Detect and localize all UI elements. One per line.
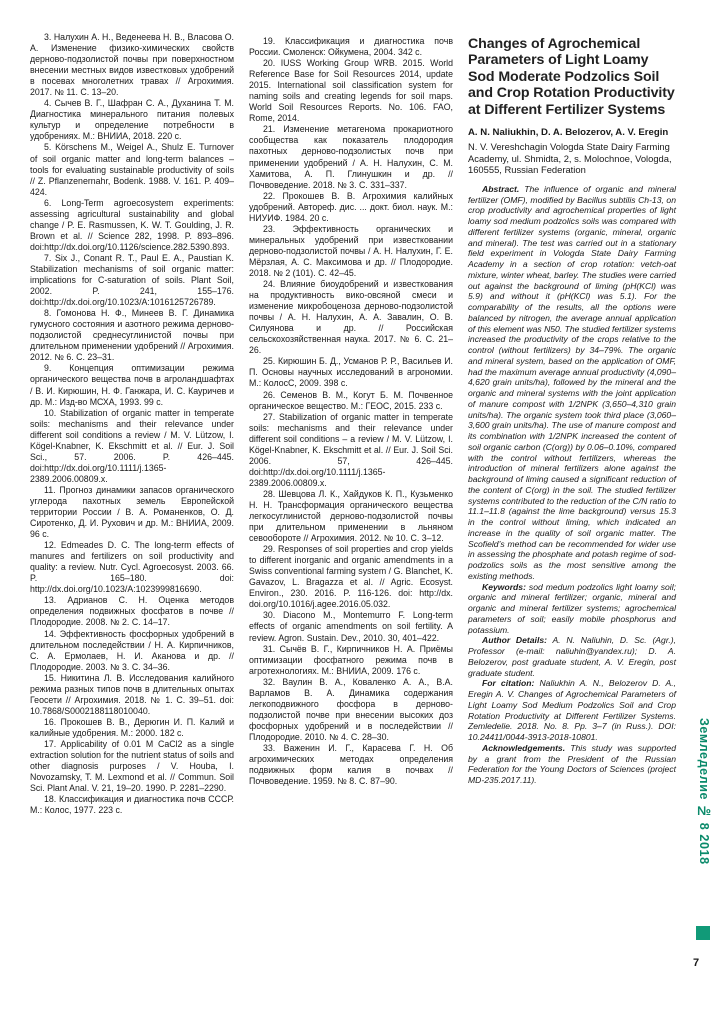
reference-item: 13. Адрианов С. Н. Оценка методов определения подвижных фосфатов в почве // Плодородие. 2008. № 2. С. 14–17. bbox=[30, 595, 234, 628]
reference-item: 6. Long-Term agroecosystem experiments: assessing agricultural sustainability and global change / P. E. Rasmussen, K. W. T. Goulding, J. R. Brown et al. // Science 282, 1998. P. 893–896. doi:http://dx.doi.org/10.1126/science.282.5390.893. bbox=[30, 197, 234, 252]
citation-text: Naliukhin A. N., Belozerov D. A., Eregin A. V. Changes of Agrochemical Parameters of Light Loamy Sod Medium Podzolics Soil and Crop Rotation Productivity at Different Fertilizer Systems. Zemledelie. 2018. No. 8. Pp. 3–7 (in Russ.). DOI: 10.24411/0044-3913-2018-10801. bbox=[468, 678, 676, 743]
reference-item: 20. IUSS Working Group WRB. 2015. World Reference Base for Soil Resources 2014, update 2015. International soil classification system for naming soils and creating legends for soil maps. World Soil Resources Reports. No. 106. FAO, Rome, 2014. bbox=[249, 58, 453, 124]
reference-item: 26. Семенов В. М., Когут Б. М. Почвенное органическое вещество. М.: ГЕОС, 2015. 233 с. bbox=[249, 389, 453, 411]
reference-item: 29. Responses of soil properties and crop yields to different inorganic and organic amendments in a Swiss conventional farming system / G. Blanchet, K. Gavazov, L. Bragazza et al. // Agric. Ecosyst. Environ., 230. 2016. P. 116-126. doi: http://dx. doi.org/10.1016/j.agee.2016.05.032. bbox=[249, 544, 453, 610]
reference-item: 23. Эффективность органических и минеральных удобрений при известковании дерново-подзолистой почвы / А. Н. Налухин, Г. Е. Мёрзлая, А. С. Максимова и др. // Плодородие. 2018. № 2 (101). С. 42–45. bbox=[249, 223, 453, 278]
reference-item: 5. Körschens M., Weigel A., Shulz E. Turnover of soil organic matter and long-term balances – tools for evaluating sustainable productivity of soils // Z. Pflanzenernahr, Bodenk. 1988. V. 161. P. 409–424. bbox=[30, 142, 234, 197]
abstract-text: The influence of organic and mineral fertilizer (OMF), modified by Bacillus subtilis Ch-13, on crop productivity and agrochemical properties of light loamy sod medium podzolics soils was compared with different fertilizer systems (organic, mineral, organic and mineral). The test was carried out in a stationary field experiment in Vologda State Dairy Farming Academy in a section of crop rotation: vetch-oat mixture, winter wheat, barley. The studies were carried out against the background of liming (pH(KCl) was 5.9) and without it (pH(KCl) was 5.1). For the comparability of the results, all the options were balanced by nitrogen, the average annual application of this element was N50. The studied fertilizer systems increased the productivity of the crops relative to the control (without fertilizers) by 34–79%. The organic and mineral system, based on the application of OMF, had the maximum average annual productivity (4,090–4,620 grain units/ha), followed by the mineral and the organic and mineral systems with the joint application of manure compost with 1/2NPK (3,650–4,310 grain units/ha). The organic system took third place (3,060–3,600 grain units/ha). The use of manure compost and its combination with 1/2NPK increased the content of soil organic carbon (C(org)) by 0.06–0.10%, compared with the control without fertilizers, whereas the introduction of mineral fertilizers alone against the background of liming caused a significant reduction of the content of C(org) in the soil. The studied fertilizer systems contributed to the reduction of the C/N ratio to 11.1–11.8 (against the lime background) versus 15.3 in the control without liming, which indicated an increase in the quality of soil organic matter. The Scofield’s method can be recommended for wider use in assessing the phosphate and potash regime of sod-podzolics soils as the most sensitive among the existing methods. bbox=[468, 183, 677, 581]
reference-item: 27. Stabilization of organic matter in temperate soils: mechanisms and their relevance under different soil conditions – a review / M. V. Lützow, I. Kögel-Knabner, K. Ekschmitt et al. // Eur. J. Soil Sci. 2006. 57, 426–445. doi:http://dx.doi.org/10.1111/j.1365-2389.2006.00809.x. bbox=[249, 411, 453, 488]
article-title: Changes of Agrochemical Parameters of Light Loamy Sod Moderate Podzolics Soil and Crop Rotation Productivity at Different Fertilizer Systems bbox=[468, 36, 675, 118]
article-affiliation: N. V. Vereshchagin Vologda State Dairy Farming Academy, ul. Shmidta, 2, s. Molochnoe, Vologda, 160555, Russian Federation bbox=[468, 141, 672, 176]
keywords-paragraph bbox=[468, 582, 676, 636]
reference-item: 7. Six J., Conant R. T., Paul E. A., Paustian K. Stabilization mechanisms of soil organic matter: implications for C-saturation of soils. Plant Soil, 2002. P. 241, 155–176. doi:http://dx.doi.org/10.1023/A:1016125726789. bbox=[30, 252, 234, 308]
abstract-label: Abstract. bbox=[482, 183, 520, 194]
author-details-paragraph bbox=[468, 635, 676, 678]
keywords-label: Keywords: bbox=[482, 581, 526, 592]
reference-item: 15. Никитина Л. В. Исследования калийного режима разных типов почв в длительных опытах Геосети // Агрохимия. 2018. № 1. С. 39–51. doi: 10.7868/S0002188118010040. bbox=[30, 672, 234, 716]
citation-paragraph bbox=[468, 678, 676, 743]
journal-issue-label: Земледелие № 8 2018 bbox=[697, 718, 711, 865]
reference-item: 11. Прогноз динамики запасов органического углерода пахотных земель Европейской территории России / В. А. Романенков, О. Д. Сиротенко, Д. И. Рухович и др. М.: ВНИИА, 2009. 96 с. bbox=[30, 484, 234, 540]
reference-item: 28. Шевцова Л. К., Хайдуков К. П., Кузьменко Н. Н. Трансформация органического вещества легкосуглинистой дерново-подзолистой почвы при длительном применении в льняном севообороте // Агрохимия. 2012. № 10. С. 3–12. bbox=[249, 488, 453, 544]
reference-item: 24. Влияние биоудобрений и известкования на продуктивность вико-овсяной смеси и изменение микробоценоза дерново-подзолистой почвы / А. Н. Налухин, А. А. Завалин, О. В. Силуянова и др. // Российская сельскохозяйственная наука. 2017. № 6. С. 21–26. bbox=[249, 279, 453, 356]
reference-item: 21. Изменение метагенома прокариотного сообщества как показатель плодородия пахотных дерново-подзолистых почв при применении удобрений / А. Н. Налухин, С. М. Хамитова, А. П. Глинушкин и др. // Почвоведение. 2018. № 3. С. 331–337. bbox=[249, 124, 453, 190]
author-details-label: Author Details: bbox=[482, 635, 547, 646]
accent-square bbox=[696, 926, 710, 940]
reference-item: 16. Прокошев В. В., Дерюгин И. П. Калий и калийные удобрения. М.: 2000. 182 с. bbox=[30, 716, 234, 738]
reference-item: 31. Сычёв В. Г., Кирпичников Н. А. Приёмы оптимизации фосфатного режима почв в агротехнологиях. М.: ВНИИА, 2009. 176 с. bbox=[249, 643, 453, 676]
reference-item: 4. Сычев В. Г., Шафран С. А., Духанина Т. М. Диагностика минерального питания полевых культур и определение потребности в удобрениях. М.: ВНИИА, 2018. 220 с. bbox=[30, 98, 234, 142]
reference-item: 9. Концепция оптимизации режима органического вещества почв в агроландшафтах / В. И. Кирюшин, Н. Ф. Ганжара, И. С. Кауричев и др. М.: Изд-во МСХА, 1993. 99 с. bbox=[30, 363, 234, 407]
reference-item: 12. Edmeades D. C. The long-term effects of manures and fertilizers on soil productivity and quality: a review. Nutr. Cycl. Agroecosyst. 2003. 66. P. 165–180. doi: http://dx.doi.org/10.1023/A:1023999816690. bbox=[30, 540, 234, 595]
references-column-1 bbox=[30, 32, 234, 816]
article-authors: A. N. Naliukhin, D. A. Belozerov, A. V. Eregin bbox=[468, 127, 669, 139]
abstract-paragraph bbox=[468, 184, 676, 582]
reference-item: 14. Эффективность фосфорных удобрений в длительном последействии / Н. А. Кирпичников, С. А. Ермолаев, Н. И. Аканова и др. // Плодородие. 2003. № 3. С. 34–36. bbox=[30, 628, 234, 672]
english-summary-column bbox=[468, 36, 676, 786]
citation-label: For citation: bbox=[482, 678, 535, 689]
reference-item: 10. Stabilization of organic matter in temperate soils: mechanisms and their relevance under different soil conditions a review / M. V. Lützow, I. Kögel-Knabner, K. Ekschmitt et al. // Eur. J. Soil Sci., 57. 2006. P. 426–445. doi:http://dx.doi.org/10.1111/j.1365-2389.2006.00809.x. bbox=[30, 407, 234, 484]
reference-item: 3. Налухин А. Н., Веденеева Н. В., Власова О. А. Изменение физико-химических свойств дерново-подзолистой почвы при поверхностном внесении местных видов известковых удобрений в посевах многолетних травах // Агрохимия. 2017. № 11. С. 13–20. bbox=[30, 32, 234, 98]
reference-item: 22. Прокошев В. В. Агрохимия калийных удобрений. Автореф. дис. ... докт. биол. наук. М.: НИУИФ. 1984. 20 с. bbox=[249, 190, 453, 223]
acknowledgements-label: Acknowledgements. bbox=[482, 742, 566, 753]
reference-item: 17. Applicability of 0.01 M CaCl2 as a single extraction solution for the nutrient status of soils and other diagnosis purposes / V. Houba, I. Novozamsky, T. M. Lexmond et al. // Commun. Soil Sci. Plant Anal. V. 21, 19–20. 1990. P. 2281–2290. bbox=[30, 739, 234, 794]
reference-item: 25. Кирюшин Б. Д., Усманов Р. Р., Васильев И. П. Основы научных исследований в агрономии. М.: КолосС, 2009. 398 с. bbox=[249, 356, 453, 389]
page-number: 7 bbox=[693, 957, 700, 969]
acknowledgements-text: This study was supported by a grant from the President of the Russian Federation for the Young Doctors of Sciences (project MD-235.2017.11). bbox=[468, 742, 676, 786]
references-column-2 bbox=[249, 36, 453, 787]
reference-item: 18. Классификация и диагностика почв СССР. М.: Колос, 1977. 223 с. bbox=[30, 794, 234, 816]
reference-item: 33. Важенин И. Г., Карасева Г. Н. Об агрохимических методах определения подвижных форм калия в почвах // Почвоведение. 1959. № 8. С. 87–90. bbox=[249, 743, 453, 787]
keywords-text: sod medum podzolics light loamy soil; organic and mineral fertilizer; organic, mineral and organic and mineral fertilizer systems; agrochemical parameters of soil; easily mobile phosphorus and potassium. bbox=[468, 581, 677, 635]
reference-item: 30. Diacono M., Montemurro F. Long-term effects of organic amendments on soil fertility. A review. Agron. Sustain. Dev., 2010. 30, 401–422. bbox=[249, 610, 453, 643]
reference-item: 19. Классификация и диагностика почв России. Смоленск: Ойкумена, 2004. 342 с. bbox=[249, 36, 453, 58]
acknowledgements-paragraph bbox=[468, 743, 676, 786]
author-details-text: A. N. Naliuhin, D. Sc. (Agr.), Professor (e-mail: naliuhin@yandex.ru); D. A. Belozerov, post graduate student, A. V. Eregin, post graduate student. bbox=[468, 635, 676, 678]
reference-item: 32. Ваулин В. А., Коваленко А. А., В.А. Варламов В. А. Динамика содержания легкоподвижного фосфора в дерново-подзолистой почве при внесении высоких доз фосфорных удобрений и в последействии // Плодородие. 2010. № 4. С. 28–30. bbox=[249, 676, 453, 742]
reference-item: 8. Гомонова Н. Ф., Минеев В. Г. Динамика гумусного состояния и азотного режима дерново-подзолистой среднесуглинистой почвы при длительном применении удобрений // Агрохимия. 2012. № 6. С. 23–31. bbox=[30, 308, 234, 363]
